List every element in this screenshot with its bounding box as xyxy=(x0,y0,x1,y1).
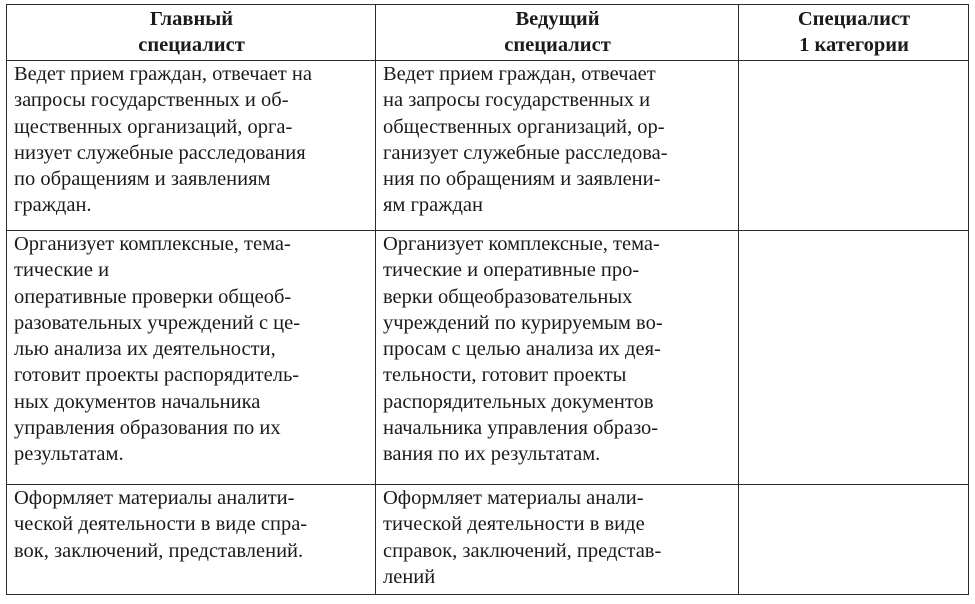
cell-line: по обращениям и заявлениям xyxy=(14,168,271,191)
table-cell-empty xyxy=(739,231,969,485)
cell-line: просам с целью анализа их дея- xyxy=(383,338,661,361)
cell-line: Оформляет материалы аналити- xyxy=(14,487,295,509)
cell-line: управления образования по их xyxy=(14,417,281,440)
cell-line: справок, заключений, представ- xyxy=(383,539,662,562)
cell-line: разовательных учреждений с це- xyxy=(14,311,301,334)
cell-line: Ведет прием граждан, отвечает на xyxy=(14,63,312,85)
cell-line: тической деятельности в виде xyxy=(383,513,645,536)
header-chief-specialist xyxy=(7,5,376,61)
cell-line: ганизует служебные расследова- xyxy=(383,141,668,164)
cell-line: готовит проекты распорядитель- xyxy=(14,364,300,387)
table-row xyxy=(7,485,969,595)
table-cell-empty xyxy=(739,485,969,595)
table-row xyxy=(7,231,969,485)
table-cell xyxy=(376,485,739,595)
cell-line: распорядительных документов xyxy=(383,390,654,413)
header-leading-specialist xyxy=(376,5,739,61)
cell-line: низует служебные расследования xyxy=(14,141,306,164)
cell-line: Организует комплексные, тема- xyxy=(383,233,660,255)
cell-line: тельности, готовит проекты xyxy=(383,364,627,387)
header-first-category-specialist xyxy=(739,5,969,61)
cell-line: ям граждан xyxy=(383,194,483,217)
cell-line: общественных организаций, ор- xyxy=(383,115,665,138)
cell-line: ния по обращениям и заявлени- xyxy=(383,168,661,191)
table-row xyxy=(7,61,969,231)
cell-line: Оформляет материалы анали- xyxy=(383,487,644,509)
cell-line: щественных организаций, орга- xyxy=(14,115,293,138)
cell-line: вок, заключений, представлений. xyxy=(14,539,304,562)
table-cell xyxy=(7,231,376,485)
header-line: Специалист xyxy=(797,8,911,30)
cell-line: Организует комплексные, тема- xyxy=(14,233,291,255)
table-cell xyxy=(376,231,739,485)
table-header-row xyxy=(7,5,969,61)
cell-line: верки общеобразовательных xyxy=(383,285,633,308)
cell-line: запросы государственных и об- xyxy=(14,89,289,112)
cell-line: начальника управления образо- xyxy=(383,417,659,440)
duties-table xyxy=(6,4,969,595)
header-line: специалист xyxy=(504,34,611,57)
header-line: Ведущий xyxy=(515,8,600,30)
cell-line: тические и оперативные про- xyxy=(383,259,640,282)
cell-line: тические и xyxy=(14,259,110,282)
cell-line: на запросы государственных и xyxy=(383,89,651,112)
cell-line: граждан. xyxy=(14,194,92,217)
table-cell xyxy=(376,61,739,231)
cell-line: оперативные проверки общеоб- xyxy=(14,285,292,308)
cell-line: лений xyxy=(383,565,436,588)
table-cell xyxy=(7,61,376,231)
cell-line: результатам. xyxy=(14,443,124,466)
header-line: специалист xyxy=(138,34,245,57)
cell-line: вания по их результатам. xyxy=(383,443,601,466)
cell-line: ных документов начальника xyxy=(14,390,261,413)
cell-line: Ведет прием граждан, отвечает xyxy=(383,63,656,85)
cell-line: лью анализа их деятельности, xyxy=(14,338,276,361)
table-cell-empty xyxy=(739,61,969,231)
table-cell xyxy=(7,485,376,595)
cell-line: учреждений по курируемым во- xyxy=(383,311,663,334)
header-line: Главный xyxy=(149,8,234,30)
header-line: 1 категории xyxy=(799,34,909,57)
cell-line: ческой деятельности в виде спра- xyxy=(14,513,308,536)
